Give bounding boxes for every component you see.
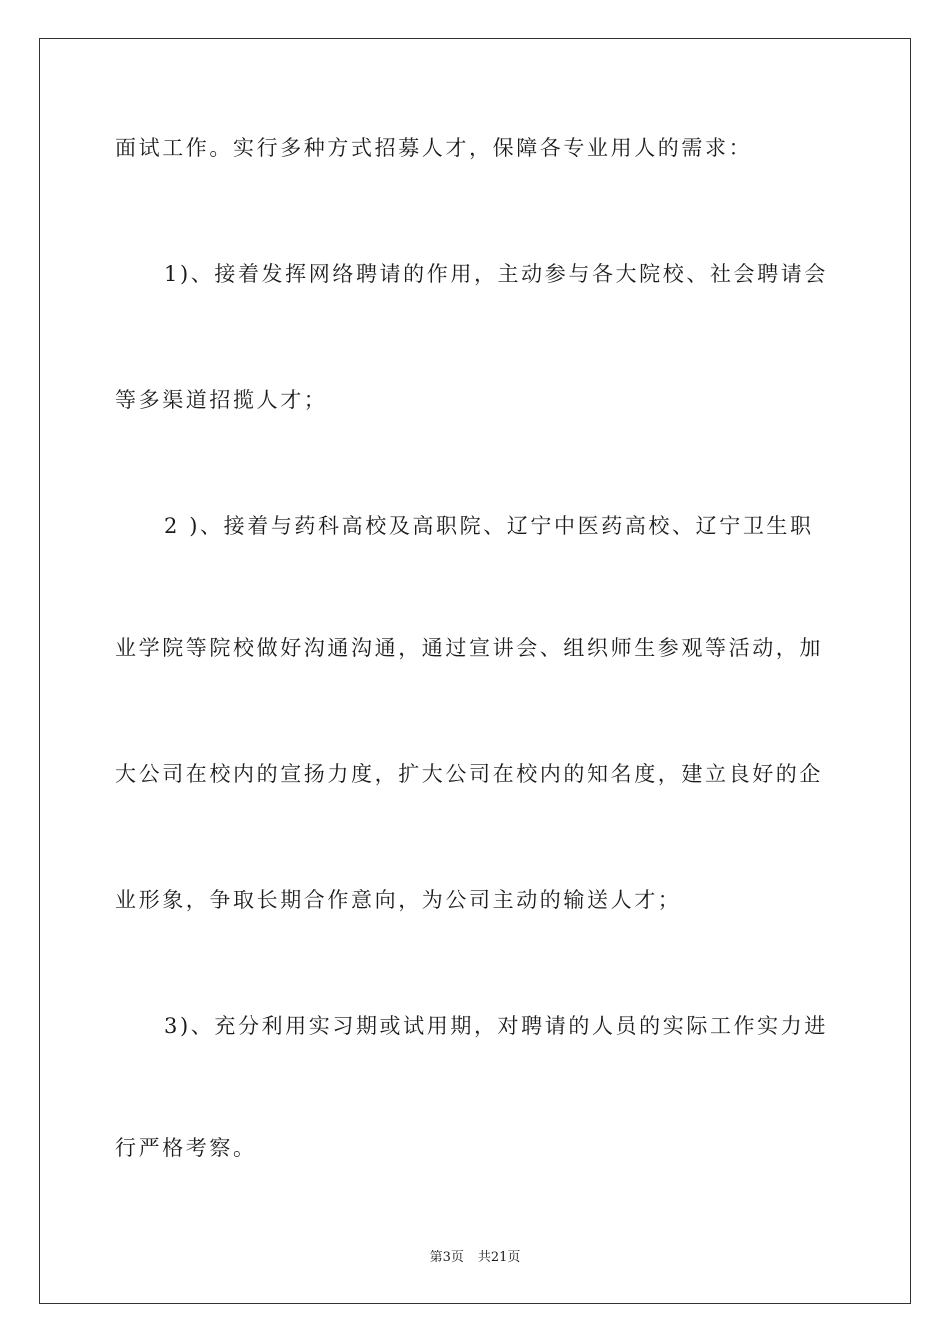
text-line-8: 3)、充分利用实习期或试用期，对聘请的人员的实际工作实力进 xyxy=(164,1014,828,1038)
text-line-3: 等多渠道招揽人才； xyxy=(115,388,328,412)
text-line-1: 面试工作。实行多种方式招募人才，保障各专业用人的需求： xyxy=(115,136,753,160)
text-line-7: 业形象，争取长期合作意向，为公司主动的输送人才； xyxy=(115,888,682,912)
text-line-6: 大公司在校内的宣扬力度，扩大公司在校内的知名度，建立良好的企 xyxy=(115,762,823,786)
text-line-2: 1)、接着发挥网络聘请的作用，主动参与各大院校、社会聘请会 xyxy=(164,262,828,286)
text-line-4: 2 )、接着与药科高校及高职院、辽宁中医药高校、辽宁卫生职 xyxy=(164,514,814,538)
text-line-5: 业学院等院校做好沟通沟通，通过宣讲会、组织师生参观等活动，加 xyxy=(115,636,823,660)
page-number: 第3页 xyxy=(429,1250,464,1265)
page-border xyxy=(39,38,911,1304)
page-footer xyxy=(0,1246,950,1265)
page-total: 共21页 xyxy=(477,1250,521,1265)
text-line-9: 行严格考察。 xyxy=(115,1136,257,1160)
